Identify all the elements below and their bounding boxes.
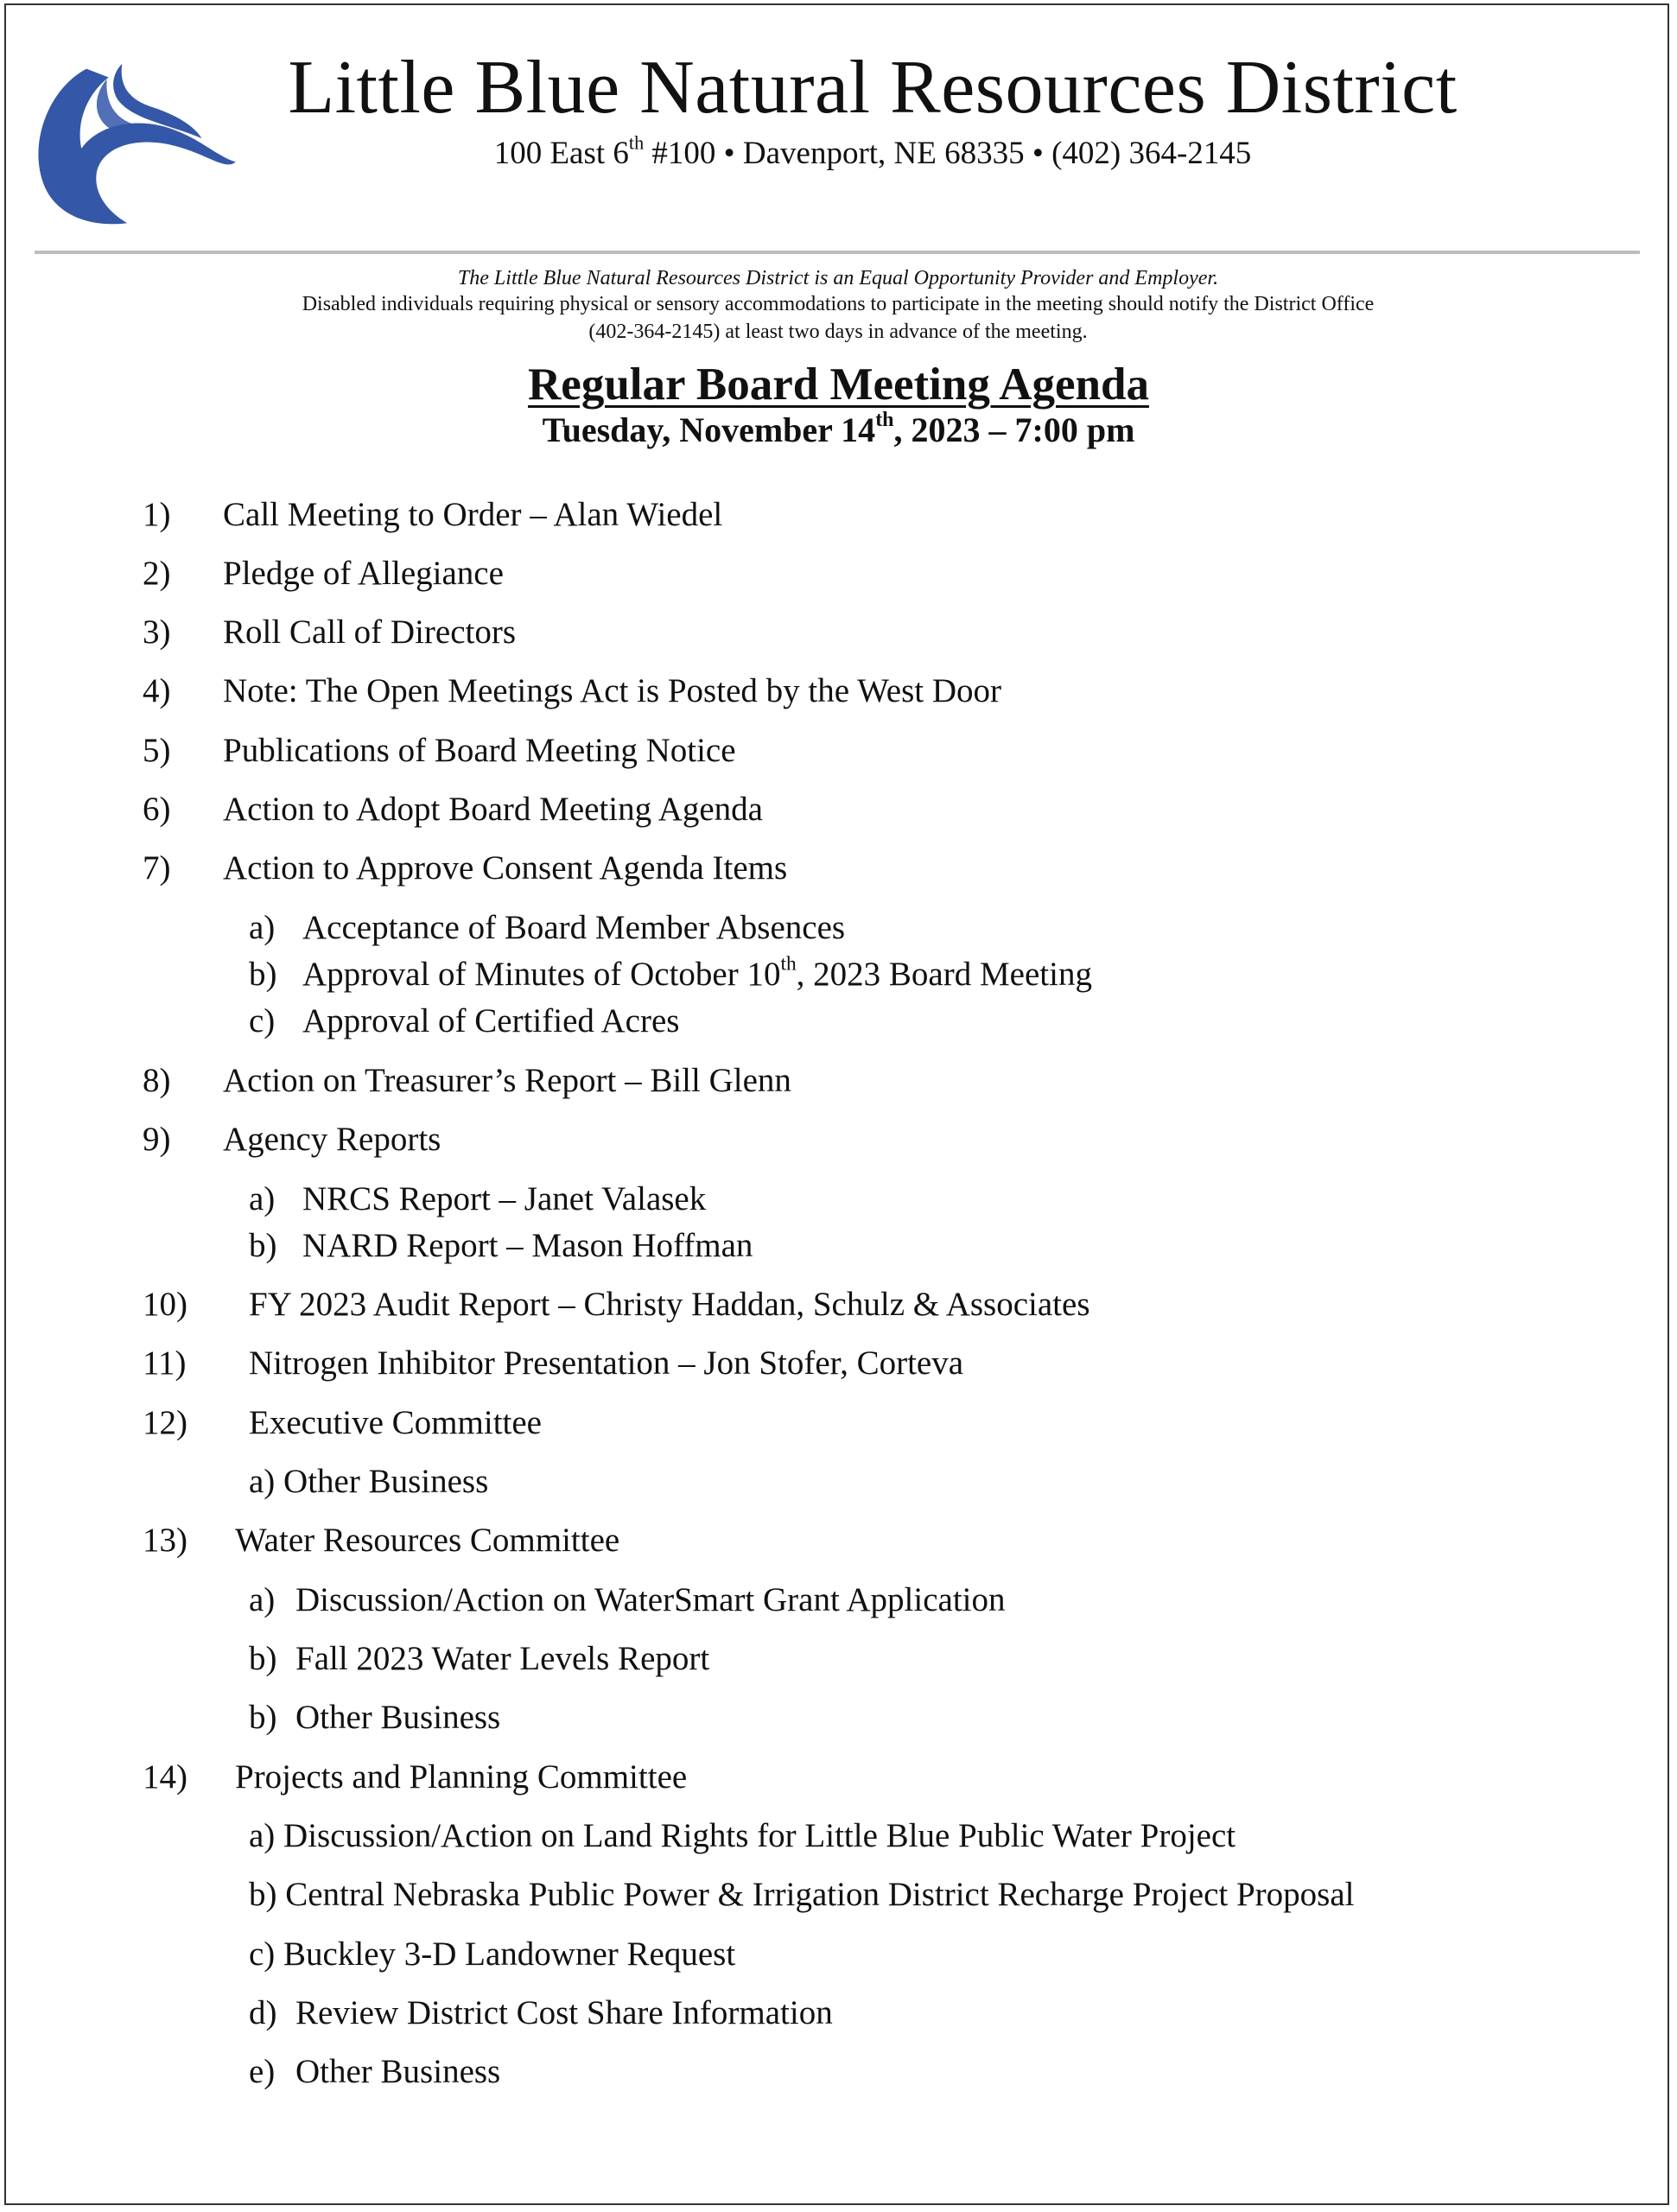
agenda-item-number: 11) xyxy=(143,1344,187,1382)
agenda-item-text xyxy=(295,1697,500,1738)
agenda-item-label: Publications of Board Meeting Notice xyxy=(223,732,736,769)
agenda-item-label: Water Resources Committee xyxy=(235,1522,620,1559)
agenda-item-number: 1) xyxy=(143,496,171,533)
agenda-item-text xyxy=(223,494,722,536)
agenda-item-label: Review District Cost Share Information xyxy=(295,1994,833,2031)
agenda-item-label: Approval of Certified Acres xyxy=(302,1002,680,1039)
agenda-item-label: b) Central Nebraska Public Power & Irrigation District Recharge Project Proposal xyxy=(249,1876,1355,1913)
agenda-item-text xyxy=(223,612,516,653)
agenda-item-number: c) xyxy=(249,1002,276,1039)
agenda-item-label: Nitrogen Inhibitor Presentation – Jon Stofer, Corteva xyxy=(249,1344,964,1382)
agenda-item-label: Other Business xyxy=(295,2053,501,2090)
agenda-item-number: 9) xyxy=(143,1121,171,1158)
org-name: Little Blue Natural Resources District xyxy=(288,46,1458,130)
agenda-item-text xyxy=(223,1119,441,1160)
date-superscript: th xyxy=(875,409,894,431)
agenda-item-text xyxy=(249,1402,542,1444)
agenda-item-text xyxy=(249,1461,488,1503)
agenda-item-number: d) xyxy=(249,1994,277,2031)
agenda-item-text xyxy=(223,848,787,889)
agenda-item-text xyxy=(235,1757,687,1798)
agenda-item-label: c) Buckley 3-D Landowner Request xyxy=(249,1936,736,1973)
agenda-item-text xyxy=(302,907,845,949)
agenda-item-text xyxy=(295,2051,500,2093)
date-part: Tuesday, November 14 xyxy=(542,410,876,449)
agenda-item-number: 13) xyxy=(143,1522,187,1559)
agenda-item-text xyxy=(223,789,763,830)
agenda-item-label: Pledge of Allegiance xyxy=(223,555,504,592)
agenda-item-text xyxy=(302,1225,753,1267)
agenda-item-label: NRCS Report – Janet Valasek xyxy=(302,1180,707,1217)
agenda-item-number: 14) xyxy=(143,1758,187,1796)
agenda-item-number: 12) xyxy=(143,1404,187,1441)
agenda-item-label: Action to Approve Consent Agenda Items xyxy=(223,849,788,887)
agenda-item-text xyxy=(249,1815,1236,1857)
agenda-item-superscript: th xyxy=(780,952,797,976)
agenda-item-text xyxy=(295,1638,709,1680)
agenda-item-text xyxy=(235,1520,619,1561)
agenda-item-text xyxy=(223,671,1001,712)
agenda-item-label: Other Business xyxy=(295,1699,501,1736)
agenda-item-number: 3) xyxy=(143,613,171,651)
agenda-item-number: a) xyxy=(249,909,276,946)
agenda-item-text xyxy=(249,1874,1354,1916)
agenda-item-label: Action to Adopt Board Meeting Agenda xyxy=(223,791,763,828)
agenda-item-number: 2) xyxy=(143,555,171,592)
agenda-item-text xyxy=(249,1934,735,1975)
address-part: #100 • Davenport, NE 68335 • (402) 364-2145 xyxy=(644,136,1252,171)
agenda-item-label: a) Other Business xyxy=(249,1463,489,1500)
agenda-item-label: Discussion/Action on WaterSmart Grant Application xyxy=(295,1581,1006,1618)
agenda-item-label: Executive Committee xyxy=(249,1404,542,1441)
agenda-item-text xyxy=(295,1993,833,2034)
agenda-item-number: 5) xyxy=(143,732,171,769)
agenda-item-number: a) xyxy=(249,1581,276,1618)
agenda-item-number: b) xyxy=(249,956,277,993)
agenda-item-text xyxy=(302,1179,706,1220)
agenda-title-text: Regular Board Meeting Agenda xyxy=(528,359,1149,410)
address-part: 100 East 6 xyxy=(493,136,629,171)
address-superscript: th xyxy=(628,131,645,154)
agenda-item-text xyxy=(223,1060,791,1102)
accommodation-notice: Disabled individuals requiring physical or sensory accommodations to participate in the meeting should notify the District Office xyxy=(302,293,1375,315)
agenda-item-label: Approval of Minutes of October 10 xyxy=(302,956,781,993)
agenda-item-label: Acceptance of Board Member Absences xyxy=(302,909,846,946)
agenda-item-number: a) xyxy=(249,1180,276,1217)
agenda-item-text xyxy=(249,1343,963,1384)
agenda-item-label: FY 2023 Audit Report – Christy Haddan, Schulz & Associates xyxy=(249,1286,1090,1323)
agenda-item-text xyxy=(223,730,736,772)
agenda-item-number: 4) xyxy=(143,672,171,709)
agenda-item-text xyxy=(302,954,1092,995)
agenda-item-label: NARD Report – Mason Hoffman xyxy=(302,1227,753,1264)
agenda-item-number: e) xyxy=(249,2053,276,2090)
agenda-item-number: 8) xyxy=(143,1062,171,1099)
agenda-item-text xyxy=(249,1284,1090,1325)
agenda-item-text xyxy=(223,553,504,594)
agenda-item-label: Fall 2023 Water Levels Report xyxy=(295,1640,710,1677)
agenda-item-text xyxy=(302,1001,679,1042)
agenda-item-label: Projects and Planning Committee xyxy=(235,1758,688,1796)
agenda-item-label: Note: The Open Meetings Act is Posted by the West Door xyxy=(223,672,1001,709)
agenda-item-number: 6) xyxy=(143,791,171,828)
agenda-item-label: a) Discussion/Action on Land Rights for Little Blue Public Water Project xyxy=(249,1817,1236,1854)
agenda-item-text xyxy=(295,1580,1006,1621)
agenda-item-label-continued: , 2023 Board Meeting xyxy=(796,956,1092,993)
agenda-item-label: Agency Reports xyxy=(223,1121,441,1158)
agenda-item-number: b) xyxy=(249,1640,277,1677)
agenda-item-label: Call Meeting to Order – Alan Wiedel xyxy=(223,496,723,533)
equal-opportunity-notice: The Little Blue Natural Resources District is an Equal Opportunity Provider and Employer. xyxy=(457,267,1219,289)
agenda-item-number: b) xyxy=(249,1227,277,1264)
agenda-item-label: Roll Call of Directors xyxy=(223,613,517,651)
agenda-item-label: Action on Treasurer’s Report – Bill Glenn xyxy=(223,1062,791,1099)
accommodation-notice-contact: (402-364-2145) at least two days in advance of the meeting. xyxy=(588,321,1088,343)
agenda-item-number: 10) xyxy=(143,1286,187,1323)
agenda-item-number: b) xyxy=(249,1699,277,1736)
date-part: , 2023 – 7:00 pm xyxy=(893,410,1135,449)
agenda-item-number: 7) xyxy=(143,849,171,887)
